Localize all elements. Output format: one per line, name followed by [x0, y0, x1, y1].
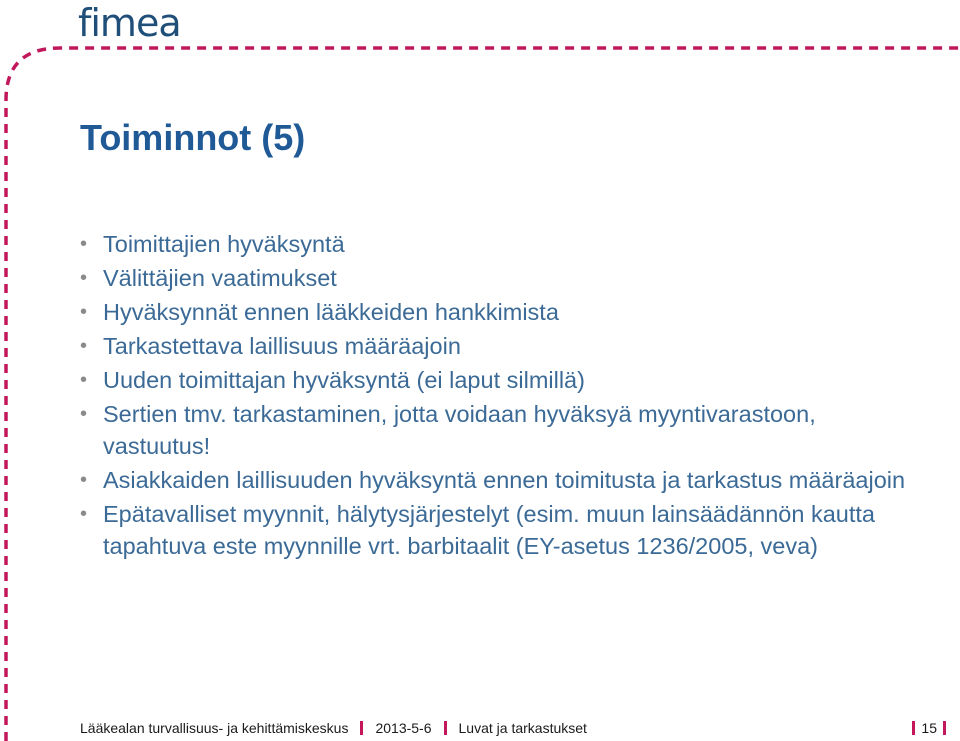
bullet-item [78, 262, 918, 294]
bullet-marker-icon: • [80, 233, 88, 255]
bullet-item [78, 296, 918, 328]
fimea-logo [78, 2, 190, 44]
bullet-text: Epätavalliset myynnit, hälytysjärjestelyt (esim. muun lainsäädännön kautta tapahtuva este myynnille vrt. barbitaalit (EY-asetus 1236/2005, veva) [103, 501, 875, 559]
bullet-text: Tarkastettava laillisuus määräajoin [103, 333, 461, 359]
bullet-item [78, 330, 918, 362]
slide-footer [80, 718, 960, 738]
bullet-item [78, 398, 918, 462]
bullet-text: Välittäjien vaatimukset [103, 265, 337, 291]
bullet-marker-icon: • [80, 301, 88, 323]
footer-separator [912, 721, 915, 735]
page-number: 15 [921, 720, 937, 736]
bullet-marker-icon: • [80, 469, 88, 491]
bullet-marker-icon: • [80, 503, 88, 525]
footer-page-block [906, 718, 952, 738]
bullet-text: Uuden toimittajan hyväksyntä (ei laput silmillä) [103, 367, 585, 393]
bullet-text: Asiakkaiden laillisuuden hyväksyntä ennen toimitusta ja tarkastus määräajoin [103, 467, 906, 493]
footer-separator [360, 721, 363, 735]
footer-topic: Luvat ja tarkastukset [458, 720, 587, 736]
footer-date: 2013-5-6 [375, 720, 432, 736]
logo-text: fimea [78, 2, 181, 44]
footer-separator [943, 721, 946, 735]
bullet-marker-icon: • [80, 403, 88, 425]
slide-title: Toiminnot (5) [80, 117, 306, 158]
bullet-item [78, 498, 918, 562]
bullet-marker-icon: • [80, 369, 88, 391]
footer-organization: Lääkealan turvallisuus- ja kehittämiskeskus [80, 720, 349, 736]
bullet-list [78, 228, 918, 564]
bullet-text: Toimittajien hyväksyntä [103, 231, 345, 257]
bullet-item [78, 228, 918, 260]
bullet-text: Hyväksynnät ennen lääkkeiden hankkimista [103, 299, 559, 325]
footer-separator [444, 721, 447, 735]
bullet-marker-icon: • [80, 267, 88, 289]
bullet-text: Sertien tmv. tarkastaminen, jotta voidaan hyväksyä myyntivarastoon, vastuutus! [103, 401, 816, 459]
bullet-item [78, 364, 918, 396]
bullet-item [78, 464, 918, 496]
bullet-marker-icon: • [80, 335, 88, 357]
